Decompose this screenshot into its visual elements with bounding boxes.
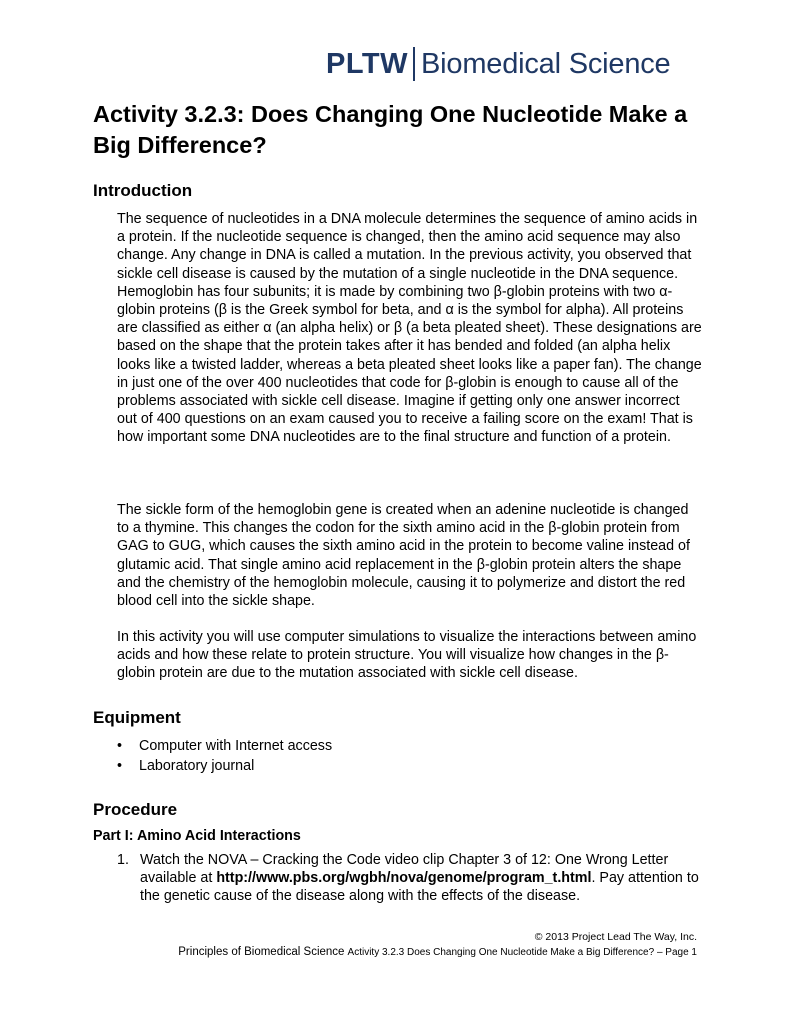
equipment-item: • Computer with Internet access [117,736,332,756]
intro-paragraph-3: In this activity you will use computer simulations to visualize the interactions between amino acids and how these relate to protein structure. You will visualize how changes in the β-globin protein are due to the mutation associated with sickle cell disease. [117,629,697,682]
equipment-list [117,736,332,776]
step-text-before: Watch the NOVA – Cracking the Code video clip Chapter 3 of 12: One Wrong Letter available at [140,852,669,887]
copyright: © 2013 Project Lead The Way, Inc. [534,931,697,943]
step-number: 1. [117,852,129,868]
intro-paragraph-1: The sequence of nucleotides in a DNA molecule determines the sequence of amino acids in a protein. If the nucleotide sequence is changed, then the amino acid sequence may also change. Any change in DNA is called a mutation. In the previous activity, you observed that sickle cell disease is caused by the mutation of a single nucleotide in the DNA sequence. Hemoglobin has four subunits; it is made by combining two β-globin proteins with two α-globin proteins (β is the Greek symbol for beta, and α is the symbol for alpha). All proteins are classified as either α (an alpha helix) or β (a beta pleated sheet). These designations are based on the shape that the protein takes after it has bended and folded (an alpha helix looks like a twisted ladder, whereas a beta pleated sheet looks like a paper fan). The change in just one of the over 400 nucleotides that code for β-globin is enough to cause all of the problems associated with sickle cell disease. Imagine if getting only one answer incorrect out of 400 questions on an exam caused you to receive a failing score on the exam! That is how important some DNA nucleotides are to the final structure and function of a protein. [117,211,702,446]
page-title: Activity 3.2.3: Does Changing One Nucleotide Make a Big Difference? [93,101,688,158]
logo-divider [413,47,415,81]
step-text-after: . Pay attention to the genetic cause of the disease along with the effects of the disease. [140,870,699,905]
step-text [140,851,702,906]
footer-activity: Activity 3.2.3 Does Changing One Nucleotide Make a Big Difference? – Page 1 [347,947,697,958]
introduction-heading: Introduction [93,181,193,200]
equipment-item: • Laboratory journal [117,756,332,776]
part-1-heading: Part I: Amino Acid Interactions [93,828,301,844]
equipment-heading: Equipment [93,708,181,727]
footer-course: Principles of Biomedical Science [178,946,345,958]
procedure-heading: Procedure [93,800,178,819]
procedure-step-1 [117,851,702,906]
page-footer [178,945,697,960]
logo-text: Biomedical Science [421,48,671,80]
intro-paragraph-2: The sickle form of the hemoglobin gene is created when an adenine nucleotide is changed to a thymine. This changes the codon for the sixth amino acid in the β-globin protein from GAG to GUG, which causes the sixth amino acid in the protein to become valine instead of glutamic acid. That single amino acid replacement in the β-globin protein alters the shape and the chemistry of the hemoglobin molecule, causing it to polymerize and distort the red blood cell into the sickle shape. [117,502,690,610]
pltw-logo [326,46,670,82]
nova-link[interactable]: http://www.pbs.org/wgbh/nova/genome/program_t.html [216,870,592,887]
logo-mark: PLTW [326,48,408,80]
